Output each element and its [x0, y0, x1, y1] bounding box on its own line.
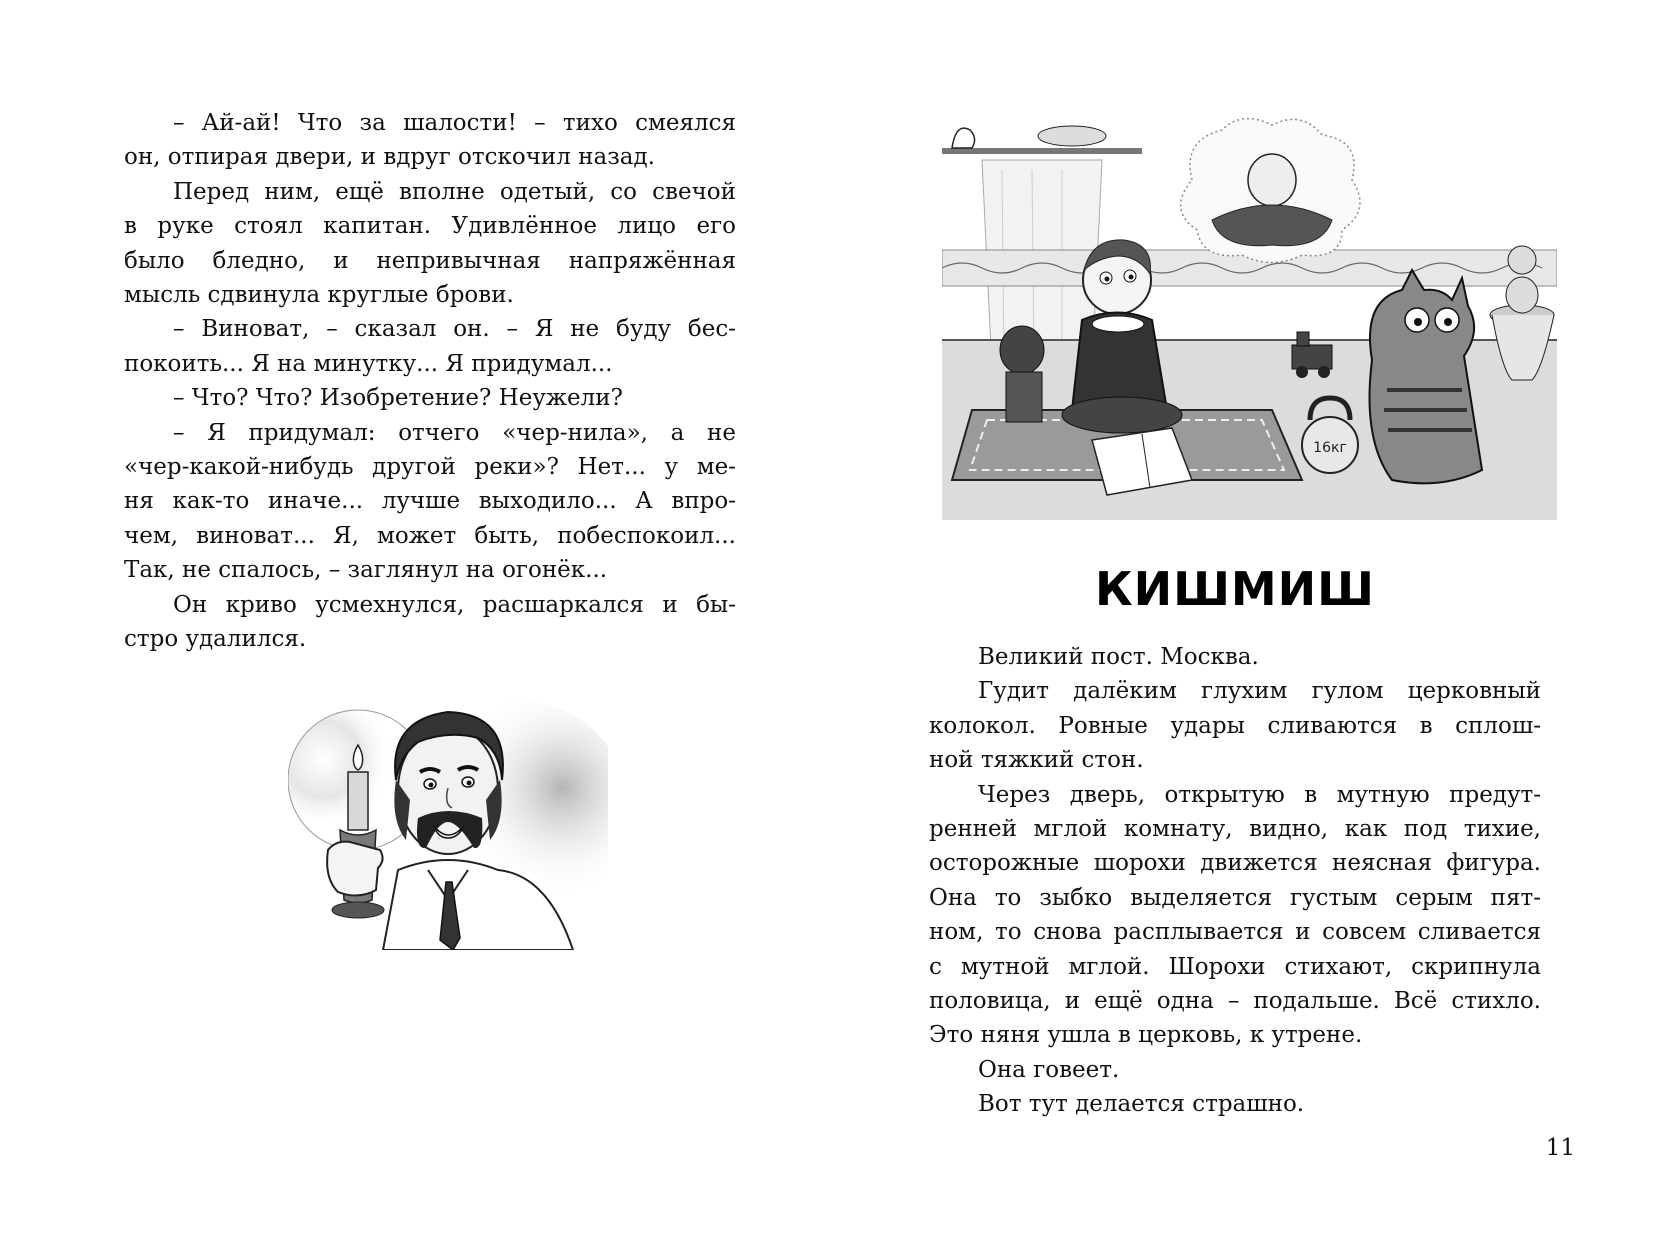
text-line: Великий пост. Москва.: [978, 644, 1259, 670]
text-line: половица, и ещё одна – подальше. Всё стихло.: [929, 988, 1541, 1015]
text-line: было бледно, и непривычная напряжённая: [124, 247, 736, 274]
right-page: [827, 0, 1654, 1240]
left-page-text: [124, 106, 736, 657]
text-line: мысль сдвинула круглые брови.: [124, 282, 514, 309]
text-line: ной тяжкий стон.: [929, 747, 1144, 774]
paragraph: [929, 1087, 1541, 1121]
text-line: – Что? Что? Изобретение? Неужели?: [173, 385, 623, 412]
text-line: Так, не спалось, – заглянул на огонёк...: [124, 557, 608, 584]
text-line: чем, виноват... Я, может быть, побеспокоил...: [124, 522, 736, 549]
paragraph: [124, 175, 736, 313]
paragraph: [124, 106, 736, 175]
children-room-illustration: [942, 110, 1557, 520]
text-line: осторожные шорохи движется неясная фигура.: [929, 850, 1541, 877]
paragraph: [929, 1053, 1541, 1087]
paragraph: [124, 416, 736, 588]
text-line: стро удалился.: [124, 626, 307, 653]
text-line: Он криво усмехнулся, расшаркался и бы-: [173, 591, 736, 618]
text-line: ня как-то иначе... лучше выходило... А впро-: [124, 488, 736, 515]
paragraph: [929, 778, 1541, 1053]
text-line: – Виноват, – сказал он. – Я не буду бес-: [173, 316, 736, 343]
text-line: он, отпирая двери, и вдруг отскочил назад.: [124, 144, 655, 171]
text-line: Она то зыбко выделяется густым серым пят-: [929, 884, 1541, 911]
text-line: с мутной мглой. Шорохи стихают, скрипнула: [929, 953, 1541, 980]
text-line: Она говеет.: [978, 1056, 1120, 1083]
paragraph: [124, 381, 736, 415]
paragraph: [124, 588, 736, 657]
weight-label: 16кг: [1313, 440, 1347, 456]
paragraph: [929, 674, 1541, 777]
right-page-text: [929, 640, 1541, 1122]
page-number: 11: [1545, 1135, 1575, 1161]
text-line: Это няня ушла в церковь, к утрене.: [929, 1022, 1363, 1049]
paragraph: [929, 640, 1541, 674]
text-line: Гудит далёким глухим гулом церковный: [978, 678, 1541, 705]
paragraph: [124, 312, 736, 381]
captain-with-candle-illustration: [288, 700, 608, 950]
text-line: – Ай-ай! Что за шалости! – тихо смеялся: [173, 110, 736, 136]
text-line: – Я придумал: отчего «чер-нила», а не: [173, 419, 736, 446]
text-line: в руке стоял капитан. Удивлённое лицо его: [124, 213, 736, 240]
text-line: колокол. Ровные удары сливаются в сплош-: [929, 712, 1541, 739]
text-line: «чер-какой-нибудь другой реки»? Нет... у ме-: [124, 454, 736, 481]
text-line: ном, то снова расплывается и совсем сливается: [929, 919, 1541, 946]
text-line: Вот тут делается страшно.: [978, 1091, 1305, 1118]
text-line: покоить... Я на минутку... Я придумал...: [124, 350, 613, 377]
text-line: ренней мглой комнату, видно, как под тихие,: [929, 816, 1541, 843]
text-line: Через дверь, открытую в мутную предут-: [978, 781, 1541, 808]
text-line: Перед ним, ещё вполне одетый, со свечой: [173, 178, 736, 205]
chapter-title: КИШМИШ: [1094, 562, 1376, 616]
